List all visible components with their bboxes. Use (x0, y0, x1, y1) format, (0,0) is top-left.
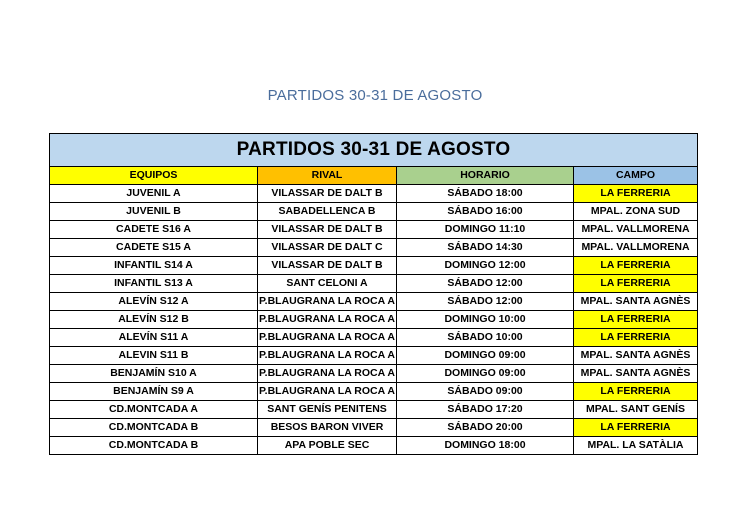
cell-horario: SÁBADO 18:00 (397, 185, 574, 203)
table-row (50, 203, 698, 221)
cell-rival: P.BLAUGRANA LA ROCA A (258, 383, 397, 401)
matches-table (49, 133, 698, 455)
table-row (50, 329, 698, 347)
cell-equipo: ALEVÍN S12 B (50, 311, 258, 329)
document-heading: PARTIDOS 30-31 DE AGOSTO (267, 87, 483, 104)
cell-rival: P.BLAUGRANA LA ROCA A (258, 329, 397, 347)
cell-horario: SÁBADO 10:00 (397, 329, 574, 347)
cell-rival: VILASSAR DE DALT C (258, 239, 397, 257)
table-header-row (50, 167, 698, 185)
cell-equipo: CD.MONTCADA A (50, 401, 258, 419)
cell-horario: SÁBADO 17:20 (397, 401, 574, 419)
cell-equipo: CADETE S16 A (50, 221, 258, 239)
cell-horario: DOMINGO 11:10 (397, 221, 574, 239)
cell-rival: SANT GENÍS PENITENS (258, 401, 397, 419)
table-row (50, 401, 698, 419)
cell-rival: VILASSAR DE DALT B (258, 221, 397, 239)
header-equipos: EQUIPOS (50, 167, 258, 185)
table-row (50, 365, 698, 383)
cell-rival: SANT CELONI A (258, 275, 397, 293)
cell-campo: LA FERRERIA (574, 419, 698, 437)
cell-campo: LA FERRERIA (574, 383, 698, 401)
cell-equipo: INFANTIL S14 A (50, 257, 258, 275)
cell-equipo: BENJAMÍN S9 A (50, 383, 258, 401)
table-row (50, 257, 698, 275)
table-row (50, 221, 698, 239)
cell-rival: P.BLAUGRANA LA ROCA A (258, 347, 397, 365)
cell-equipo: ALEVÍN S12 A (50, 293, 258, 311)
cell-equipo: JUVENIL B (50, 203, 258, 221)
cell-horario: DOMINGO 10:00 (397, 311, 574, 329)
table-row (50, 311, 698, 329)
cell-equipo: INFANTIL S13 A (50, 275, 258, 293)
cell-equipo: CD.MONTCADA B (50, 437, 258, 455)
cell-rival: P.BLAUGRANA LA ROCA A (258, 311, 397, 329)
table-title: PARTIDOS 30-31 DE AGOSTO (50, 134, 698, 167)
cell-rival: APA POBLE SEC (258, 437, 397, 455)
cell-equipo: CADETE S15 A (50, 239, 258, 257)
cell-equipo: ALEVIN S11 B (50, 347, 258, 365)
cell-rival: VILASSAR DE DALT B (258, 185, 397, 203)
table-row (50, 275, 698, 293)
header-rival: RIVAL (258, 167, 397, 185)
cell-horario: DOMINGO 12:00 (397, 257, 574, 275)
cell-campo: LA FERRERIA (574, 329, 698, 347)
cell-horario: DOMINGO 09:00 (397, 347, 574, 365)
cell-equipo: ALEVÍN S11 A (50, 329, 258, 347)
cell-campo: MPAL. ZONA SUD (574, 203, 698, 221)
cell-rival: P.BLAUGRANA LA ROCA A (258, 365, 397, 383)
table-row (50, 293, 698, 311)
cell-horario: SÁBADO 12:00 (397, 293, 574, 311)
cell-horario: SÁBADO 12:00 (397, 275, 574, 293)
table-row (50, 239, 698, 257)
cell-campo: MPAL. SANTA AGNÈS (574, 347, 698, 365)
cell-campo: LA FERRERIA (574, 275, 698, 293)
cell-equipo: JUVENIL A (50, 185, 258, 203)
cell-horario: DOMINGO 09:00 (397, 365, 574, 383)
table-body (50, 185, 698, 455)
cell-campo: MPAL. LA SATÀLIA (574, 437, 698, 455)
cell-horario: SÁBADO 20:00 (397, 419, 574, 437)
cell-campo: MPAL. SANTA AGNÈS (574, 293, 698, 311)
cell-campo: LA FERRERIA (574, 311, 698, 329)
table-row (50, 347, 698, 365)
cell-rival: BESOS BARON VIVER (258, 419, 397, 437)
cell-campo: MPAL. VALLMORENA (574, 221, 698, 239)
cell-rival: SABADELLENCA B (258, 203, 397, 221)
cell-rival: P.BLAUGRANA LA ROCA A (258, 293, 397, 311)
cell-equipo: BENJAMÍN S10 A (50, 365, 258, 383)
cell-campo: LA FERRERIA (574, 185, 698, 203)
table-title-row (50, 134, 698, 167)
cell-campo: MPAL. SANT GENÍS (574, 401, 698, 419)
header-horario: HORARIO (397, 167, 574, 185)
table-row (50, 383, 698, 401)
cell-horario: SÁBADO 09:00 (397, 383, 574, 401)
cell-rival: VILASSAR DE DALT B (258, 257, 397, 275)
cell-horario: DOMINGO 18:00 (397, 437, 574, 455)
cell-campo: MPAL. SANTA AGNÈS (574, 365, 698, 383)
cell-horario: SÁBADO 16:00 (397, 203, 574, 221)
cell-campo: LA FERRERIA (574, 257, 698, 275)
table-row (50, 437, 698, 455)
table-row (50, 185, 698, 203)
cell-horario: SÁBADO 14:30 (397, 239, 574, 257)
cell-equipo: CD.MONTCADA B (50, 419, 258, 437)
header-campo: CAMPO (574, 167, 698, 185)
cell-campo: MPAL. VALLMORENA (574, 239, 698, 257)
table-row (50, 419, 698, 437)
